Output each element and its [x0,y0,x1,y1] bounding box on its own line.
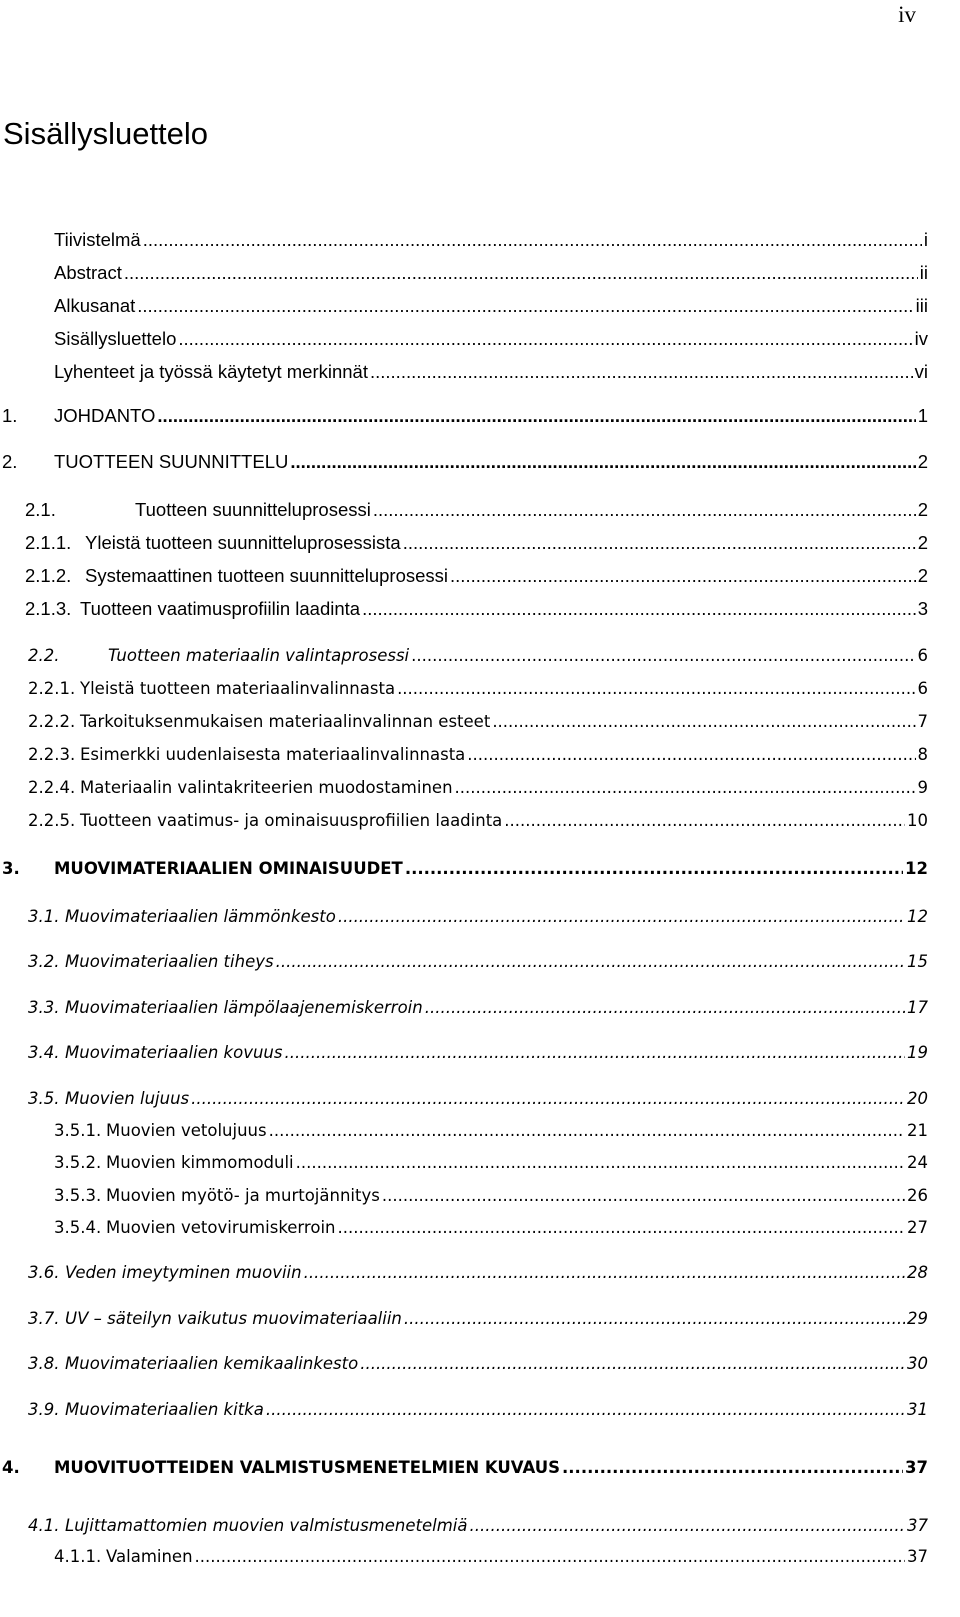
toc-entry-3-5[interactable] [0,1089,960,1115]
toc-number: 3.9. [28,1400,60,1419]
toc-label: Tuotteen vaatimusprofiilin laadinta [80,598,361,619]
toc-label: Muovimateriaalien kemikaalinkesto [65,1354,359,1373]
toc-label: Muovien vetovirumiskerroin [106,1218,336,1237]
toc-label: Lujittamattomien muovien valmistusmenetelmiä [65,1516,468,1535]
toc-entry-abstract[interactable] [0,262,960,288]
toc-number: 2.2.4. [28,778,76,797]
dot-leader [504,811,905,830]
toc-number: 3.5. [28,1089,60,1108]
toc-label: Yleistä tuotteen materiaalinvalinnasta [80,679,396,698]
toc-entry-4-1[interactable] [0,1516,960,1542]
toc-entry-2-1[interactable] [0,499,960,525]
toc-label: Muovien kimmomoduli [106,1153,294,1172]
toc-label: Valaminen [106,1547,193,1566]
toc-page: 24 [907,1153,928,1172]
toc-page: iv [914,328,928,349]
toc-label: Tuotteen materiaalin valintaprosessi [108,646,410,665]
toc-number: 3. [2,859,20,878]
toc-number: 2.2. [28,646,60,665]
toc-entry-3-4[interactable] [0,1043,960,1069]
dot-leader [338,1218,906,1237]
dot-leader [467,745,915,764]
toc-page: i [923,229,928,250]
toc-entry-3-6[interactable] [0,1263,960,1289]
dot-leader [492,712,915,731]
toc-page: iii [915,295,928,316]
dot-leader [269,1121,905,1140]
toc-number: 2.1.2. [25,565,72,586]
toc-entry-2-1-2[interactable] [0,565,960,591]
toc-entry-3-5-2[interactable] [0,1153,960,1179]
toc-label: Yleistä tuotteen suunnitteluprosessista [85,532,401,553]
toc-number: 3.5.3. [54,1186,102,1205]
toc-label: Muovien lujuus [65,1089,190,1108]
toc-page: vi [914,361,928,382]
dot-leader [411,646,915,665]
toc-label: TUOTTEEN SUUNNITTELU [54,451,289,472]
toc-number: 3.5.4. [54,1218,102,1237]
toc-entry-2-1-3[interactable] [0,598,960,624]
toc-label: Materiaalin valintakriteerien muodostaminen [80,778,453,797]
toc-label: Muovimateriaalien kitka [65,1400,264,1419]
toc-label: Tuotteen suunnitteluprosessi [135,499,371,520]
dot-leader [124,262,918,284]
toc-entry-3-5-4[interactable] [0,1218,960,1244]
toc-entry-chapter-2[interactable] [0,451,960,477]
toc-label: Alkusanat [54,295,136,316]
toc-entry-alkusanat[interactable] [0,295,960,321]
dot-leader [157,405,915,427]
toc-page: ii [919,262,928,283]
toc-entry-chapter-3[interactable] [0,859,960,885]
toc-entry-chapter-4[interactable] [0,1458,960,1484]
toc-page: 6 [917,679,928,698]
toc-page: 31 [907,1400,928,1419]
dot-leader [191,1089,905,1108]
toc-page: 20 [907,1089,928,1108]
dot-leader [370,361,913,383]
toc-page: 30 [907,1354,928,1373]
toc-label: Lyhenteet ja työssä käytetyt merkinnät [54,361,368,382]
toc-label: Muovimateriaalien lämmönkesto [65,907,336,926]
dot-leader [469,1516,905,1535]
toc-number: 4.1.1. [54,1547,102,1566]
toc-label: MUOVIMATERIAALIEN OMINAISUUDET [54,859,403,878]
toc-number: 2.2.3. [28,745,76,764]
toc-number: 2. [2,451,18,472]
toc-entry-4-1-1[interactable] [0,1547,960,1573]
dot-leader [284,1043,905,1062]
toc-entry-3-7[interactable] [0,1309,960,1335]
dot-leader [178,328,912,350]
toc-entry-lyhenteet[interactable] [0,361,960,387]
dot-leader [373,499,916,521]
toc-number: 3.7. [28,1309,60,1328]
dot-leader [338,907,905,926]
toc-number: 3.4. [28,1043,60,1062]
dot-leader [405,859,903,878]
toc-entry-2-2-3[interactable] [0,745,960,771]
toc-number: 3.2. [28,952,60,971]
dot-leader [276,952,905,971]
page-number: iv [898,2,916,27]
toc-entry-3-5-1[interactable] [0,1121,960,1147]
toc-entry-chapter-1[interactable] [0,405,960,431]
toc-page: 12 [907,907,928,926]
toc-entry-tiivistelma[interactable] [0,229,960,255]
toc-page: 21 [907,1121,928,1140]
toc-number: 3.1. [28,907,60,926]
toc-page: 37 [905,1458,928,1477]
toc-entry-2-2-2[interactable] [0,712,960,738]
dot-leader [397,679,915,698]
toc-label: Systemaattinen tuotteen suunnitteluprosessi [85,565,449,586]
toc-entry-3-2[interactable] [0,952,960,978]
toc-number: 4.1. [28,1516,60,1535]
toc-label: Tuotteen vaatimus- ja ominaisuusprofiilien laadinta [80,811,503,830]
toc-entry-2-1-1[interactable] [0,532,960,558]
dot-leader [562,1458,903,1477]
toc-page: 37 [907,1516,928,1535]
dot-leader [382,1186,905,1205]
toc-number: 3.6. [28,1263,60,1282]
toc-page: 6 [917,646,928,665]
toc-number: 2.2.2. [28,712,76,731]
toc-number: 3.5.1. [54,1121,102,1140]
dot-leader [143,229,922,251]
toc-page: 8 [917,745,928,764]
dot-leader [450,565,916,587]
toc-page: 29 [907,1309,928,1328]
toc-page: 2 [917,565,928,586]
toc-page: 19 [907,1043,928,1062]
toc-entry-3-3[interactable] [0,998,960,1024]
dot-leader [296,1153,905,1172]
toc-label: Muovimateriaalien lämpölaajenemiskerroin [65,998,423,1017]
toc-page: 2 [917,532,928,553]
toc-page: 17 [907,998,928,1017]
toc-entry-2-2-4[interactable] [0,778,960,804]
dot-leader [266,1400,905,1419]
dot-leader [195,1547,905,1566]
toc-entry-2-2-5[interactable] [0,811,960,837]
toc-label: Muovimateriaalien kovuus [65,1043,283,1062]
toc-entry-3-8[interactable] [0,1354,960,1380]
toc-page: 27 [907,1218,928,1237]
toc-entry-3-5-3[interactable] [0,1186,960,1212]
toc-entry-3-9[interactable] [0,1400,960,1426]
toc-entry-2-2[interactable] [0,646,960,672]
toc-label: Tiivistelmä [54,229,141,250]
dot-leader [425,998,905,1017]
dot-leader [455,778,916,797]
dot-leader [404,1309,905,1328]
toc-page: 28 [907,1263,928,1282]
toc-number: 2.2.1. [28,679,76,698]
dot-leader [362,598,916,620]
toc-number: 2.1. [25,499,56,520]
toc-label: JOHDANTO [54,405,156,426]
dot-leader [403,532,916,554]
toc-number: 2.2.5. [28,811,76,830]
toc-label: Veden imeytyminen muoviin [65,1263,302,1282]
dot-leader [360,1354,905,1373]
toc-page: 2 [917,451,928,472]
toc-page: 37 [907,1547,928,1566]
dot-leader [304,1263,905,1282]
toc-label: Muovien myötö- ja murtojännitys [106,1186,380,1205]
toc-page: 12 [905,859,928,878]
toc-entry-3-1[interactable] [0,907,960,933]
toc-entry-sisallysluettelo[interactable] [0,328,960,354]
toc-number: 3.5.2. [54,1153,102,1172]
toc-entry-2-2-1[interactable] [0,679,960,705]
toc-page: 10 [907,811,928,830]
toc-page: 3 [917,598,928,619]
dot-leader [137,295,913,317]
toc-label: Abstract [54,262,122,283]
toc-label: Sisällysluettelo [54,328,177,349]
toc-number: 1. [2,405,18,426]
toc-page: 9 [917,778,928,797]
toc-number: 3.8. [28,1354,60,1373]
toc-page: 1 [917,405,928,426]
toc-number: 2.1.1. [25,532,72,553]
toc-label: Muovien vetolujuus [106,1121,267,1140]
dot-leader [290,451,915,473]
toc-page: 26 [907,1186,928,1205]
toc-label: MUOVITUOTTEIDEN VALMISTUSMENETELMIEN KUVAUS [54,1458,561,1477]
toc-number: 4. [2,1458,20,1477]
toc-page: 2 [917,499,928,520]
toc-label: Esimerkki uudenlaisesta materiaalinvalinnasta [80,745,466,764]
page-title: Sisällysluettelo [3,116,209,151]
toc-page: 15 [907,952,928,971]
toc-number: 3.3. [28,998,60,1017]
toc-label: Tarkoituksenmukaisen materiaalinvalinnan esteet [80,712,491,731]
toc-label: Muovimateriaalien tiheys [65,952,274,971]
toc-number: 2.1.3. [25,598,72,619]
toc-label: UV – säteilyn vaikutus muovimateriaaliin [65,1309,402,1328]
toc-page: 7 [917,712,928,731]
